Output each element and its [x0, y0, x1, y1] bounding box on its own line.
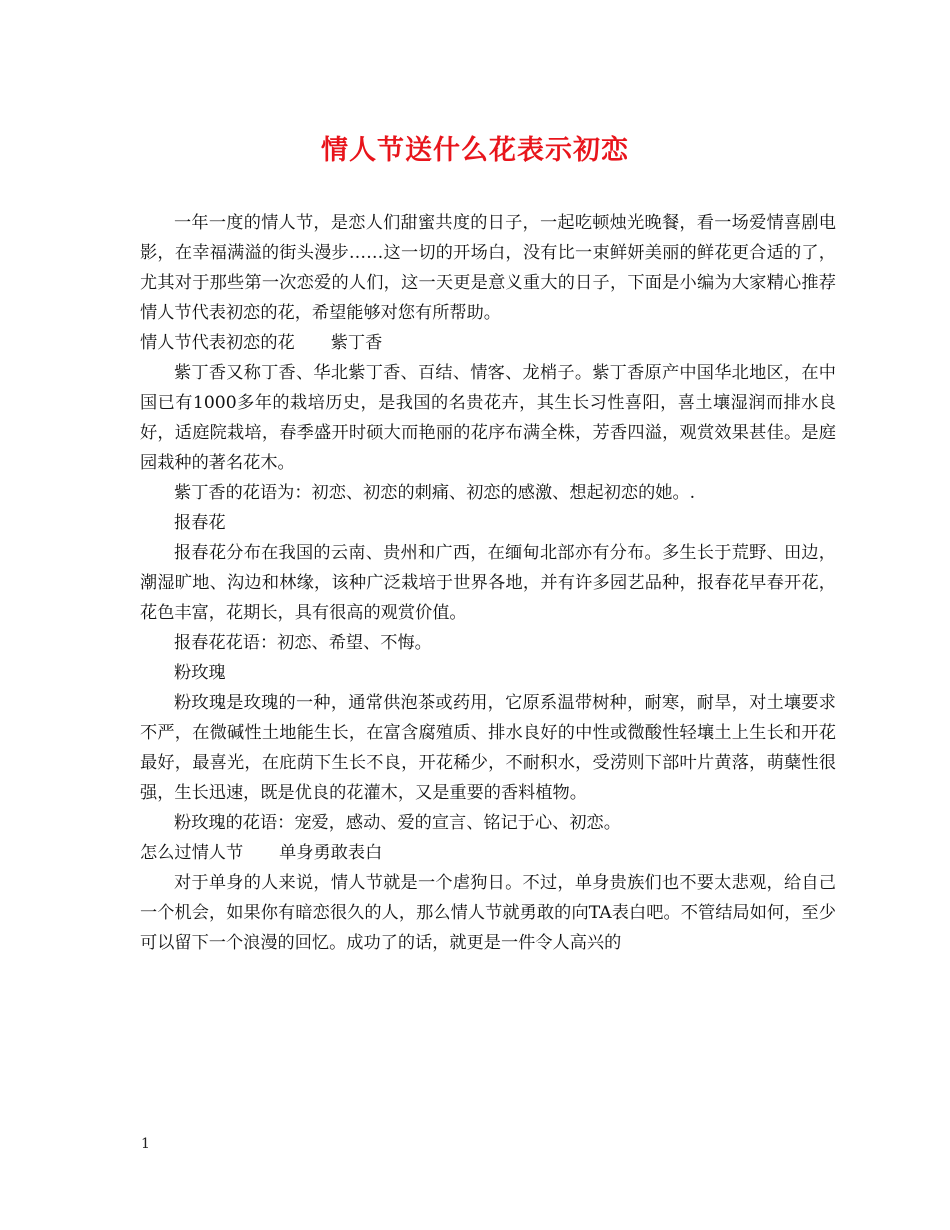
single-confession-paragraph: 对于单身的人来说，情人节就是一个虐狗日。不过，单身贵族们也不要太悲观，给自己一个机会，如果你有暗恋很久的人，那么情人节就勇敢的向TA表白吧。不管结局如何，至少可以留下一个浪漫的回忆。成功了的话，就更是一件令人高兴的 — [140, 873, 836, 953]
section-subheading-lilac: 紫丁香 — [330, 333, 383, 353]
document-title: 情人节送什么花表示初恋 — [321, 135, 629, 166]
document-body — [140, 208, 836, 958]
primrose-title: 报春花 — [174, 513, 226, 533]
section-heading-first-love-flowers — [140, 328, 836, 358]
lilac-description: 紫丁香又称丁香、华北紫丁香、百结、情客、龙梢子。紫丁香原产中国华北地区，在中国已有1000多年的栽培历史，是我国的名贵花卉，其生长习性喜阳，喜土壤湿润而排水良好，适庭院栽培，春季盛开时硕大而艳丽的花序布满全株，芳香四溢，观赏效果甚佳。是庭园栽种的著名花木。 — [140, 363, 836, 473]
section-heading-text: 怎么过情人节 — [140, 843, 244, 863]
section-heading-how-to-spend — [140, 838, 836, 868]
primrose-flower-language: 报春花花语：初恋、希望、不悔。 — [174, 633, 432, 653]
page-number: 1 — [141, 1136, 150, 1152]
section-heading-text: 情人节代表初恋的花 — [140, 333, 295, 353]
pink-rose-flower-language: 粉玫瑰的花语：宠爱，感动、爱的宣言、铭记于心、初恋。 — [174, 813, 621, 833]
intro-paragraph: 一年一度的情人节，是恋人们甜蜜共度的日子，一起吃顿烛光晚餐，看一场爱情喜剧电影，在幸福满溢的街头漫步……这一切的开场白，没有比一束鲜妍美丽的鲜花更合适的了，尤其对于那些第一次恋爱的人们，这一天更是意义重大的日子，下面是小编为大家精心推荐情人节代表初恋的花，希望能够对您有所帮助。 — [140, 213, 836, 323]
pink-rose-description: 粉玫瑰是玫瑰的一种，通常供泡茶或药用，它原系温带树种，耐寒，耐旱，对土壤要求不严，在微碱性土地能生长，在富含腐殖质、排水良好的中性或微酸性轻壤土上生长和开花最好，最喜光，在庇荫下生长不良，开花稀少，不耐积水，受涝则下部叶片黄落，萌蘖性很强，生长迅速，既是优良的花灌木，又是重要的香料植物。 — [140, 693, 836, 803]
pink-rose-title: 粉玫瑰 — [174, 663, 226, 683]
section-subheading-single: 单身勇敢表白 — [279, 843, 383, 863]
lilac-flower-language: 紫丁香的花语为：初恋、初恋的刺痛、初恋的感激、想起初恋的她。. — [174, 483, 696, 503]
primrose-description: 报春花分布在我国的云南、贵州和广西，在缅甸北部亦有分布。多生长于荒野、田边，潮湿旷地、沟边和林缘，该种广泛栽培于世界各地，并有许多园艺品种，报春花早春开花，花色丰富，花期长，具有很高的观赏价值。 — [140, 543, 836, 623]
